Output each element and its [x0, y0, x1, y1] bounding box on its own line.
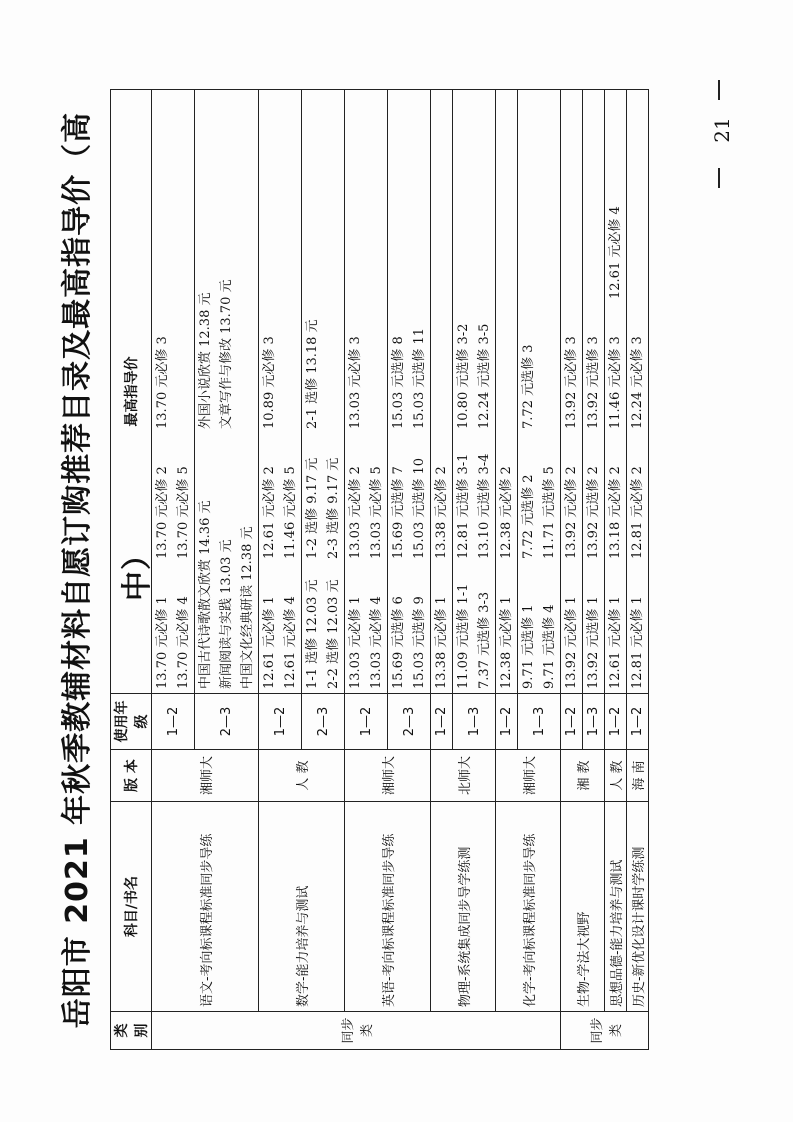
header-edition: 版 本: [111, 750, 152, 802]
price-item: 9.71 元选修 1: [521, 604, 536, 689]
category-cell: 同步类: [152, 1012, 561, 1050]
grade-cell: 1—3: [518, 694, 561, 750]
price-item: 13.03 元必修 1: [348, 596, 363, 689]
grade-cell: 1—2: [152, 694, 195, 750]
price-cell: [583, 90, 605, 694]
price-item: 13.10 元选修 3-4: [477, 453, 492, 559]
price-item: 12.24 元必修 3: [630, 336, 645, 429]
grade-cell: 2—3: [195, 694, 259, 750]
table-header-row: [111, 90, 152, 1050]
price-item: 11.71 元选修 5: [542, 466, 557, 559]
edition-cell: 湘师大: [496, 750, 561, 802]
price-item: 2-3 选修 9.17 元: [326, 457, 341, 559]
price-item: 12.61 元必修 2: [262, 466, 277, 559]
price-item: 13.92 元必修 2: [564, 466, 579, 559]
price-item: 13.38 元必修 1: [434, 596, 449, 689]
grade-cell: 2—3: [388, 694, 431, 750]
price-item: 13.70 元必修 2: [155, 466, 170, 559]
price-item: 中国文化经典研读 12.38 元: [240, 526, 255, 689]
edition-cell: 湘 教: [561, 750, 605, 802]
page-number-dash-top: [718, 80, 720, 100]
price-item: 12.38 元必修 2: [499, 466, 514, 559]
price-item: 11.46 元必修 3: [608, 336, 623, 429]
category-cell: 同步类: [561, 1012, 649, 1050]
price-item: 15.69 元选修 7: [391, 466, 406, 559]
price-cell: [302, 90, 345, 694]
price-item: 13.70 元必修 5: [176, 466, 191, 559]
price-item: 文章写作与修改 13.70 元: [219, 279, 234, 429]
page-title: 岳阳市 2021 年秋季教辅材料自愿订购推荐目录及最高指导价（高中）: [60, 111, 155, 1029]
price-cell: [605, 90, 627, 694]
subject-cell: 生物-学法大视野: [561, 802, 605, 1012]
price-item: 12.61 元必修 4: [283, 596, 298, 689]
price-item: 12.24 元选修 3-5: [477, 323, 492, 429]
price-item: 2-1 选修 13.18 元: [305, 319, 320, 429]
price-item: 中国古代诗歌散文欣赏 14.36 元: [198, 500, 213, 689]
edition-cell: 湘师大: [152, 750, 259, 802]
price-item: 10.89 元必修 3: [262, 336, 277, 429]
price-cell: [345, 90, 388, 694]
header-category: 类 别: [111, 1012, 152, 1050]
grade-cell: 1—2: [561, 694, 583, 750]
price-item: 新闻阅读与实践 13.03 元: [219, 539, 234, 689]
price-item: 15.03 元选修 9: [412, 596, 427, 689]
page-number-dash-bottom: [718, 168, 720, 188]
table-row: [259, 90, 302, 1050]
price-item: 13.70 元必修 1: [155, 596, 170, 689]
table-row: [561, 90, 583, 1050]
table-row: [345, 90, 388, 1050]
price-item: 13.03 元必修 4: [369, 596, 384, 689]
table-row: [496, 90, 518, 1050]
edition-cell: 北师大: [431, 750, 496, 802]
price-item: 12.38 元必修 1: [499, 596, 514, 689]
grade-cell: 1—3: [583, 694, 605, 750]
price-item: 7.37 元选修 3-3: [477, 591, 492, 689]
price-item: 13.03 元必修 5: [369, 466, 384, 559]
price-item: 12.61 元必修 4: [608, 206, 623, 299]
price-item: 13.03 元必修 2: [348, 466, 363, 559]
price-cell: [152, 90, 195, 694]
grade-cell: 1—2: [431, 694, 453, 750]
price-item: 7.72 元选修 3: [521, 344, 536, 429]
price-item: 12.61 元必修 1: [262, 596, 277, 689]
edition-cell: 人 教: [605, 750, 627, 802]
price-item: 15.03 元选修 11: [412, 327, 427, 429]
rotated-content: [48, 90, 688, 1050]
grade-cell: 1—2: [259, 694, 302, 750]
header-subject: 科目/书名: [111, 802, 152, 1012]
price-cell: [388, 90, 431, 694]
price-item: 11.46 元必修 5: [283, 466, 298, 559]
edition-cell: 海 南: [627, 750, 649, 802]
price-cell: [195, 90, 259, 694]
price-cell: [259, 90, 302, 694]
price-item: 15.69 元选修 6: [391, 596, 406, 689]
price-item: 15.03 元选修 10: [412, 457, 427, 559]
price-cell: [453, 90, 496, 694]
price-item: 9.71 元选修 4: [542, 604, 557, 689]
subject-cell: 历史-新优化设计课时学练测: [627, 802, 649, 1012]
grade-cell: 1—2: [627, 694, 649, 750]
price-item: 12.81 元必修 2: [630, 466, 645, 559]
price-cell: [496, 90, 518, 694]
subject-cell: 思想品德-能力培养与测试: [605, 802, 627, 1012]
price-item: 2-2 选修 12.03 元: [326, 579, 341, 689]
grade-cell: 1—2: [605, 694, 627, 750]
price-item: 外国小说欣赏 12.38 元: [198, 292, 213, 429]
table-row: [431, 90, 453, 1050]
price-item: 13.18 元必修 2: [608, 466, 623, 559]
grade-cell: 1—2: [345, 694, 388, 750]
price-item: 7.72 元选修 2: [521, 474, 536, 559]
price-item: 10.80 元选修 3-2: [456, 323, 471, 429]
header-price: 最高指导价: [111, 90, 152, 694]
price-item: 13.92 元选修 3: [586, 336, 601, 429]
subject-cell: 化学-考向标课程标准同步导练: [496, 802, 561, 1012]
price-item: 12.81 元选修 3-1: [456, 453, 471, 559]
price-item: 13.92 元选修 1: [586, 596, 601, 689]
price-item: 15.03 元选修 8: [391, 336, 406, 429]
price-item: 13.38 元必修 2: [434, 466, 449, 559]
table-row: [152, 90, 195, 1050]
price-item: 1-1 选修 12.03 元: [305, 579, 320, 689]
price-item: 1-2 选修 9.17 元: [305, 457, 320, 559]
price-table: [110, 89, 649, 1050]
price-cell: [431, 90, 453, 694]
edition-cell: 湘师大: [345, 750, 431, 802]
price-cell: [518, 90, 561, 694]
price-item: 12.61 元必修 1: [608, 596, 623, 689]
price-item: 12.81 元必修 1: [630, 596, 645, 689]
table-row: [605, 90, 627, 1050]
price-item: 11.09 元选修 1-1: [456, 583, 471, 689]
price-item: 13.92 元必修 3: [564, 336, 579, 429]
grade-cell: 2—3: [302, 694, 345, 750]
price-item: 13.92 元选修 2: [586, 466, 601, 559]
subject-cell: 物理-系统集成同步导学练测: [431, 802, 496, 1012]
price-item: 13.70 元必修 3: [155, 336, 170, 429]
price-item: 13.03 元必修 3: [348, 336, 363, 429]
grade-cell: 1—3: [453, 694, 496, 750]
page-number-text: 21: [710, 117, 734, 143]
subject-cell: 语文-考向标课程标准同步导练: [152, 802, 259, 1012]
subject-cell: 英语-考向标课程标准同步导练: [345, 802, 431, 1012]
price-item: 13.92 元必修 1: [564, 596, 579, 689]
header-grade: 使用年级: [111, 694, 152, 750]
price-cell: [561, 90, 583, 694]
price-cell: [627, 90, 649, 694]
grade-cell: 1—2: [496, 694, 518, 750]
edition-cell: 人 教: [259, 750, 345, 802]
table-row: [627, 90, 649, 1050]
price-item: 13.70 元必修 4: [176, 596, 191, 689]
page-number: [700, 80, 740, 200]
subject-cell: 数学-能力培养与测试: [259, 802, 345, 1012]
